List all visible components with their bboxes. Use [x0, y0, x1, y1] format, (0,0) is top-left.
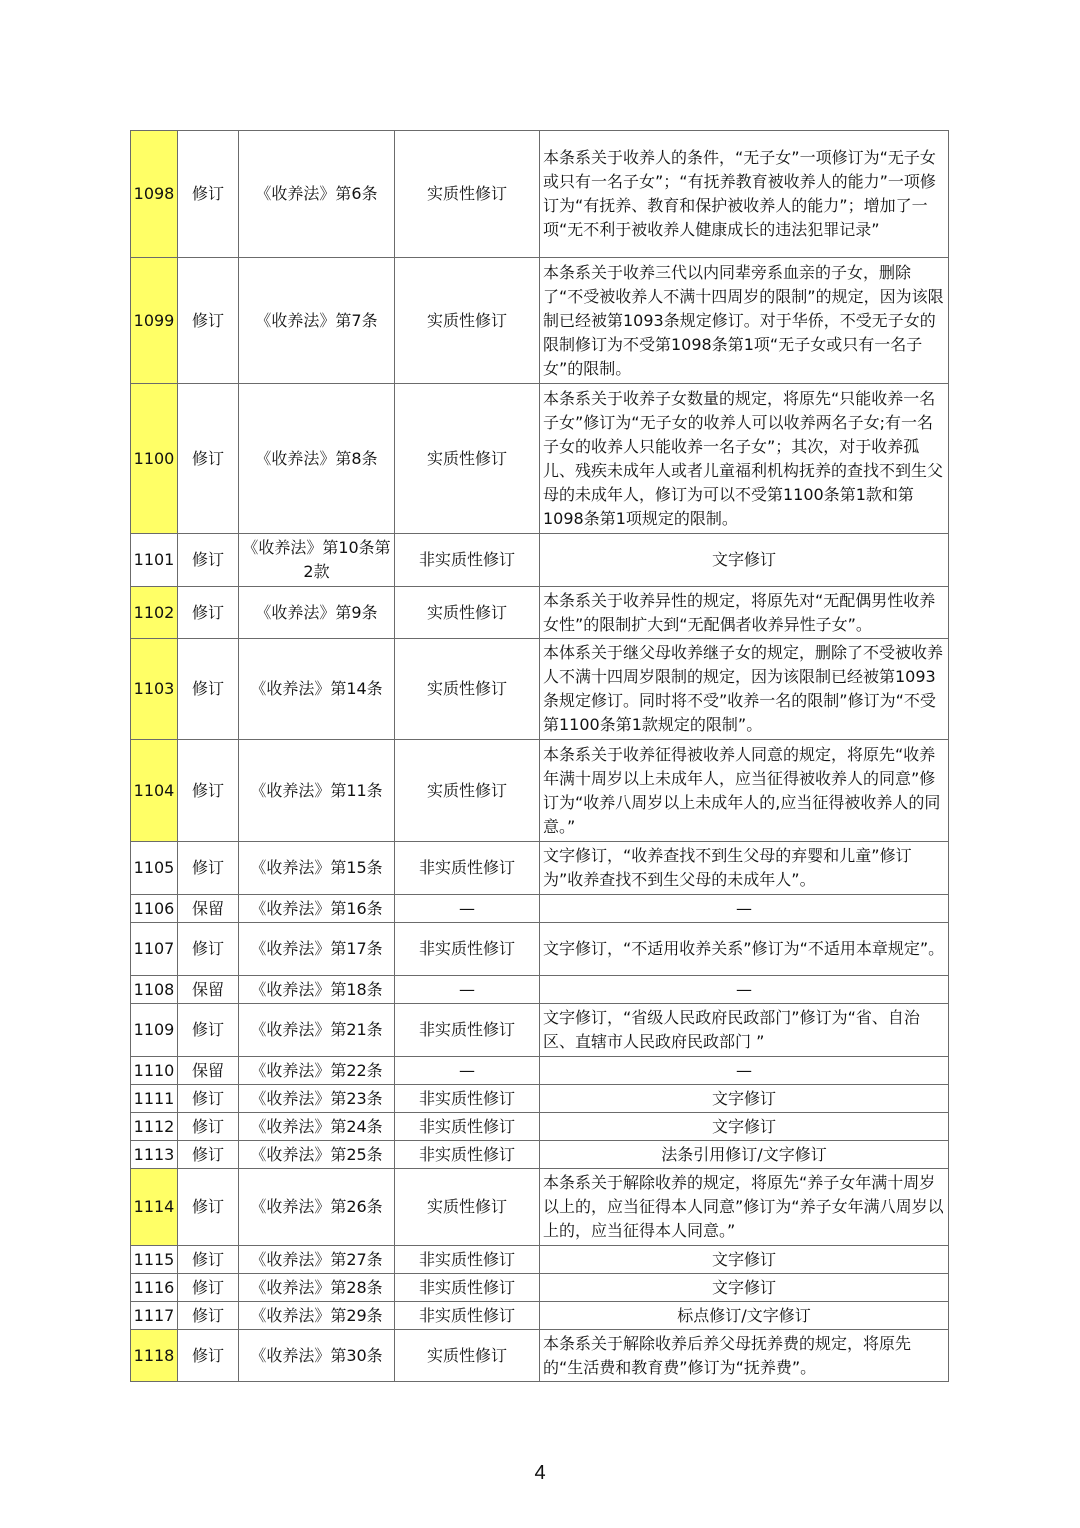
revision-type-cell: 实质性修订: [395, 258, 540, 384]
action-cell: 修订: [178, 1141, 239, 1169]
action-cell: 修订: [178, 1274, 239, 1302]
source-article-cell: 《收养法》第30条: [239, 1330, 395, 1382]
revision-type-cell: 非实质性修订: [395, 923, 540, 976]
action-cell: 修订: [178, 384, 239, 534]
description-cell: 文字修订，“收养查找不到生父母的弃婴和儿童”修订为”收养查找不到生父母的未成年人”。: [540, 842, 949, 895]
source-article-cell: 《收养法》第10条第2款: [239, 534, 395, 587]
action-cell: 保留: [178, 1057, 239, 1085]
description-cell: 本体系关于继父母收养继子女的规定，删除了不受被收养人不满十四周岁限制的规定，因为该限制已经被第1093条规定修订。同时将不受”收养一名的限制”修订为“不受第1100条第1款规定的限制”。: [540, 639, 949, 740]
revision-type-cell: 非实质性修订: [395, 1302, 540, 1330]
description-cell: 标点修订/文字修订: [540, 1302, 949, 1330]
action-cell: 修订: [178, 131, 239, 258]
article-number: 1116: [131, 1274, 178, 1302]
source-article-cell: 《收养法》第7条: [239, 258, 395, 384]
source-article-cell: 《收养法》第14条: [239, 639, 395, 740]
source-article-cell: 《收养法》第18条: [239, 976, 395, 1004]
revision-type-cell: 实质性修订: [395, 1169, 540, 1246]
table-row: [131, 639, 949, 740]
revision-type-cell: —: [395, 976, 540, 1004]
description-cell: 文字修订，“不适用收养关系”修订为“不适用本章规定”。: [540, 923, 949, 976]
revision-type-cell: 非实质性修订: [395, 1004, 540, 1057]
description-cell: 本条系关于收养人的条件，“无子女”一项修订为“无子女或只有一名子女”；“有抚养教育被收养人的能力”一项修订为“有抚养、教育和保护被收养人的能力”；增加了一项“无不利于被收养人健康成长的违法犯罪记录”: [540, 131, 949, 258]
article-number: 1112: [131, 1113, 178, 1141]
source-article-cell: 《收养法》第8条: [239, 384, 395, 534]
table-row: [131, 923, 949, 976]
description-cell: 文字修订: [540, 534, 949, 587]
source-article-cell: 《收养法》第6条: [239, 131, 395, 258]
description-cell: 文字修订: [540, 1274, 949, 1302]
table-row: [131, 1004, 949, 1057]
page-number: 4: [534, 1462, 546, 1484]
article-number: 1102: [131, 587, 178, 639]
action-cell: 修订: [178, 1169, 239, 1246]
article-number: 1101: [131, 534, 178, 587]
action-cell: 修订: [178, 534, 239, 587]
revision-type-cell: 非实质性修订: [395, 1085, 540, 1113]
revision-type-cell: —: [395, 1057, 540, 1085]
source-article-cell: 《收养法》第17条: [239, 923, 395, 976]
source-article-cell: 《收养法》第29条: [239, 1302, 395, 1330]
table-row: [131, 1141, 949, 1169]
source-article-cell: 《收养法》第27条: [239, 1246, 395, 1274]
description-cell: —: [540, 976, 949, 1004]
description-cell: 本条系关于收养征得被收养人同意的规定，将原先“收养年满十周岁以上未成年人，应当征得被收养人的同意”修订为“收养八周岁以上未成年人的,应当征得被收养人的同意。”: [540, 740, 949, 842]
table-row: [131, 1169, 949, 1246]
description-cell: 本条系关于解除收养的规定，将原先“养子女年满十周岁以上的，应当征得本人同意”修订为“养子女年满八周岁以上的，应当征得本人同意。”: [540, 1169, 949, 1246]
source-article-cell: 《收养法》第22条: [239, 1057, 395, 1085]
article-number: 1118: [131, 1330, 178, 1382]
table-row: [131, 740, 949, 842]
description-cell: 本条系关于解除收养后养父母抚养费的规定，将原先的“生活费和教育费”修订为“抚养费”。: [540, 1330, 949, 1382]
action-cell: 修订: [178, 587, 239, 639]
source-article-cell: 《收养法》第25条: [239, 1141, 395, 1169]
table-row: [131, 1302, 949, 1330]
source-article-cell: 《收养法》第28条: [239, 1274, 395, 1302]
revision-type-cell: 非实质性修订: [395, 1246, 540, 1274]
revision-type-cell: 非实质性修订: [395, 1113, 540, 1141]
action-cell: 保留: [178, 976, 239, 1004]
action-cell: 修订: [178, 1085, 239, 1113]
revision-type-cell: —: [395, 895, 540, 923]
article-number: 1099: [131, 258, 178, 384]
table-row: [131, 842, 949, 895]
table-row: [131, 131, 949, 258]
revision-type-cell: 实质性修订: [395, 131, 540, 258]
description-cell: 本条系关于收养子女数量的规定，将原先“只能收养一名子女”修订为“无子女的收养人可以收养两名子女;有一名 子女的收养人只能收养一名子女”；其次，对于收养孤儿、残疾未成年人或者儿童福利机构抚养的查找不到生父母的未成年人，修订为可以不受第1100条第1款和第1098条第1项规定的限制。: [540, 384, 949, 534]
revision-type-cell: 实质性修订: [395, 1330, 540, 1382]
revision-type-cell: 实质性修订: [395, 587, 540, 639]
article-number: 1103: [131, 639, 178, 740]
action-cell: 修订: [178, 1246, 239, 1274]
table-row: [131, 895, 949, 923]
action-cell: 修订: [178, 1004, 239, 1057]
action-cell: 修订: [178, 1302, 239, 1330]
table-row: [131, 1113, 949, 1141]
action-cell: 修订: [178, 639, 239, 740]
article-number: 1098: [131, 131, 178, 258]
action-cell: 修订: [178, 842, 239, 895]
article-number: 1105: [131, 842, 178, 895]
table-row: [131, 534, 949, 587]
law-comparison-table: [130, 130, 949, 1382]
table-row: [131, 976, 949, 1004]
description-cell: 本条系关于收养三代以内同辈旁系血亲的子女，删除了“不受被收养人不满十四周岁的限制”的规定，因为该限制已经被第1093条规定修订。对于华侨，不受无子女的限制修订为不受第1098条第1项“无子女或只有一名子女”的限制。: [540, 258, 949, 384]
revision-type-cell: 非实质性修订: [395, 534, 540, 587]
revision-type-cell: 实质性修订: [395, 740, 540, 842]
action-cell: 修订: [178, 258, 239, 384]
revision-type-cell: 非实质性修订: [395, 842, 540, 895]
description-cell: —: [540, 895, 949, 923]
table-row: [131, 1330, 949, 1382]
table-row: [131, 587, 949, 639]
source-article-cell: 《收养法》第23条: [239, 1085, 395, 1113]
source-article-cell: 《收养法》第21条: [239, 1004, 395, 1057]
revision-type-cell: 非实质性修订: [395, 1141, 540, 1169]
action-cell: 修订: [178, 1330, 239, 1382]
article-number: 1110: [131, 1057, 178, 1085]
table-row: [131, 1085, 949, 1113]
article-number: 1106: [131, 895, 178, 923]
article-number: 1100: [131, 384, 178, 534]
action-cell: 修订: [178, 740, 239, 842]
table-body: [131, 131, 949, 1382]
article-number: 1108: [131, 976, 178, 1004]
description-cell: —: [540, 1057, 949, 1085]
source-article-cell: 《收养法》第26条: [239, 1169, 395, 1246]
description-cell: 文字修订，“省级人民政府民政部门”修订为“省、自治区、直辖市人民政府民政部门 ”: [540, 1004, 949, 1057]
article-number: 1114: [131, 1169, 178, 1246]
article-number: 1107: [131, 923, 178, 976]
article-number: 1115: [131, 1246, 178, 1274]
article-number: 1109: [131, 1004, 178, 1057]
source-article-cell: 《收养法》第11条: [239, 740, 395, 842]
table-row: [131, 384, 949, 534]
article-number: 1117: [131, 1302, 178, 1330]
table-row: [131, 1246, 949, 1274]
article-number: 1111: [131, 1085, 178, 1113]
revision-type-cell: 非实质性修订: [395, 1274, 540, 1302]
action-cell: 保留: [178, 895, 239, 923]
revision-type-cell: 实质性修订: [395, 384, 540, 534]
source-article-cell: 《收养法》第15条: [239, 842, 395, 895]
source-article-cell: 《收养法》第9条: [239, 587, 395, 639]
description-cell: 文字修订: [540, 1246, 949, 1274]
article-number: 1113: [131, 1141, 178, 1169]
description-cell: 文字修订: [540, 1113, 949, 1141]
action-cell: 修订: [178, 923, 239, 976]
table-row: [131, 258, 949, 384]
description-cell: 法条引用修订/文字修订: [540, 1141, 949, 1169]
table-row: [131, 1057, 949, 1085]
revision-type-cell: 实质性修订: [395, 639, 540, 740]
description-cell: 本条系关于收养异性的规定，将原先对“无配偶男性收养女性”的限制扩大到“无配偶者收养异性子女”。: [540, 587, 949, 639]
source-article-cell: 《收养法》第16条: [239, 895, 395, 923]
article-number: 1104: [131, 740, 178, 842]
source-article-cell: 《收养法》第24条: [239, 1113, 395, 1141]
table-row: [131, 1274, 949, 1302]
description-cell: 文字修订: [540, 1085, 949, 1113]
action-cell: 修订: [178, 1113, 239, 1141]
